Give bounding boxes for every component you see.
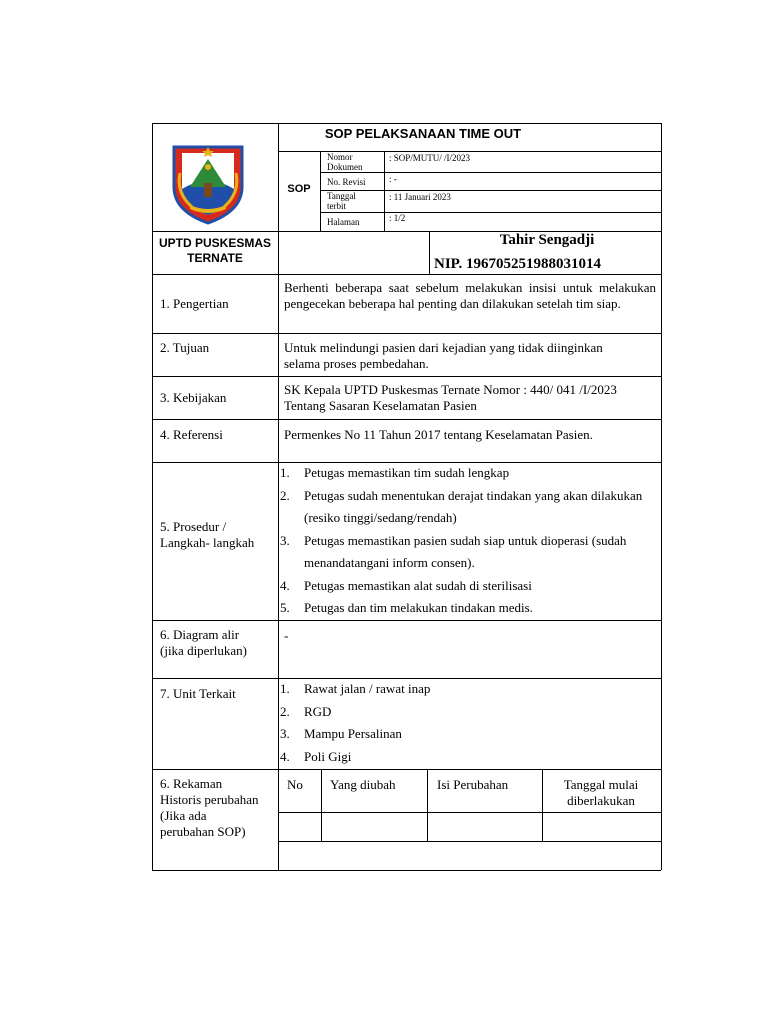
label-rekaman: 6. Rekaman Historis perubahan (Jika ada perubahan SOP) [160,776,259,839]
meta-divider [384,151,385,231]
list-item: 2. RGD [280,703,332,719]
history-col-line [321,769,322,841]
text-diagram: - [284,628,289,643]
meta-value-tanggal: : 11 Januari 2023 [389,192,451,202]
label-prosedur: 5. Prosedur / Langkah- langkah [160,519,255,550]
ternate-emblem-logo [168,143,248,225]
border-right [661,123,662,870]
label-tujuan: 2. Tujuan [160,340,210,355]
meta-value-halaman: : 1/2 [389,213,406,223]
meta-row-line [320,190,661,191]
list-item: 4. Petugas memastikan alat sudah di sterilisasi [280,577,532,593]
history-col-line [427,769,428,841]
row-line [152,419,661,420]
row-line [152,376,661,377]
label-kebijakan: 3. Kebijakan [160,390,227,405]
text-pengertian: Berhenti beberapa saat sebelum melakukan insisi untuk melakukan pengecekan beberapa hal penting dan dilakukan setelah tim siap. [284,280,656,311]
list-item: 1. Rawat jalan / rawat inap [280,681,431,696]
text-referensi: Permenkes No 11 Tahun 2017 tentang Keselamatan Pasien. [284,427,593,442]
label-referensi: 4. Referensi [160,427,223,442]
label-diagram: 6. Diagram alir (jika diperlukan) [160,627,247,658]
text-tujuan: Untuk melindungi pasien dari kejadian yang tidak diinginkan selama proses pembedahan. [284,340,603,371]
history-col-line [542,769,543,841]
meta-value-revisi: : - [389,174,397,184]
list-item: 3. Mampu Persalinan [280,726,402,741]
history-row-line [278,812,661,813]
border-top [152,123,661,124]
text-kebijakan: SK Kepala UPTD Puskesmas Ternate Nomor : 440/ 041 /I/2023 Tentang Sasaran Keselamatan Pasien [284,382,617,413]
list-item: 2. Petugas sudah menentukan derajat tindakan yang akan dilakukan (resiko tinggi/sedang/rendah) [280,487,643,525]
border-left [152,123,153,870]
history-header-content: Isi Perubahan [437,777,509,792]
list-item: 4. Poli Gigi [280,748,352,764]
procedure-steps [280,462,656,620]
unit-list [280,678,656,768]
meta-label-tanggal: Tanggal terbit [327,191,356,211]
list-item: 3. Petugas memastikan pasien sudah siap untuk dioperasi (sudah menandatangani inform consen). [280,532,627,570]
signer-divider [429,231,430,274]
sop-label: SOP [287,183,311,195]
history-header-changed: Yang diubah [330,777,396,792]
row-line [152,333,661,334]
label-unit: 7. Unit Terkait [160,686,236,701]
row-line [152,769,661,770]
meta-label-revisi: No. Revisi [327,177,366,187]
meta-row-line [320,212,661,213]
list-item: 1. Petugas memastikan tim sudah lengkap [280,465,510,480]
row-line [152,274,661,275]
org-name: UPTD PUSKESMAS TERNATE [158,236,271,265]
border-bottom [152,870,661,871]
label-pengertian: 1. Pengertian [160,296,229,311]
list-item: 5. Petugas dan tim melakukan tindakan medis. [280,600,533,615]
signer-name: Tahir Sengadji [499,232,595,248]
signer-nip: NIP. 196705251988031014 [434,256,601,272]
document-title: SOP PELAKSANAAN TIME OUT [324,126,522,141]
history-header-no: No [287,777,303,792]
meta-label-halaman: Halaman [327,217,360,227]
history-header-date: Tanggal mulai diberlakukan [563,777,639,808]
meta-label-nomor: Nomor Dokumen [327,152,363,172]
column-divider [278,123,279,870]
row-line [152,620,661,621]
meta-row-line [320,172,661,173]
meta-value-nomor: : SOP/MUTU/ /I/2023 [389,153,471,163]
sop-divider [320,151,321,231]
history-row-line [278,841,661,842]
